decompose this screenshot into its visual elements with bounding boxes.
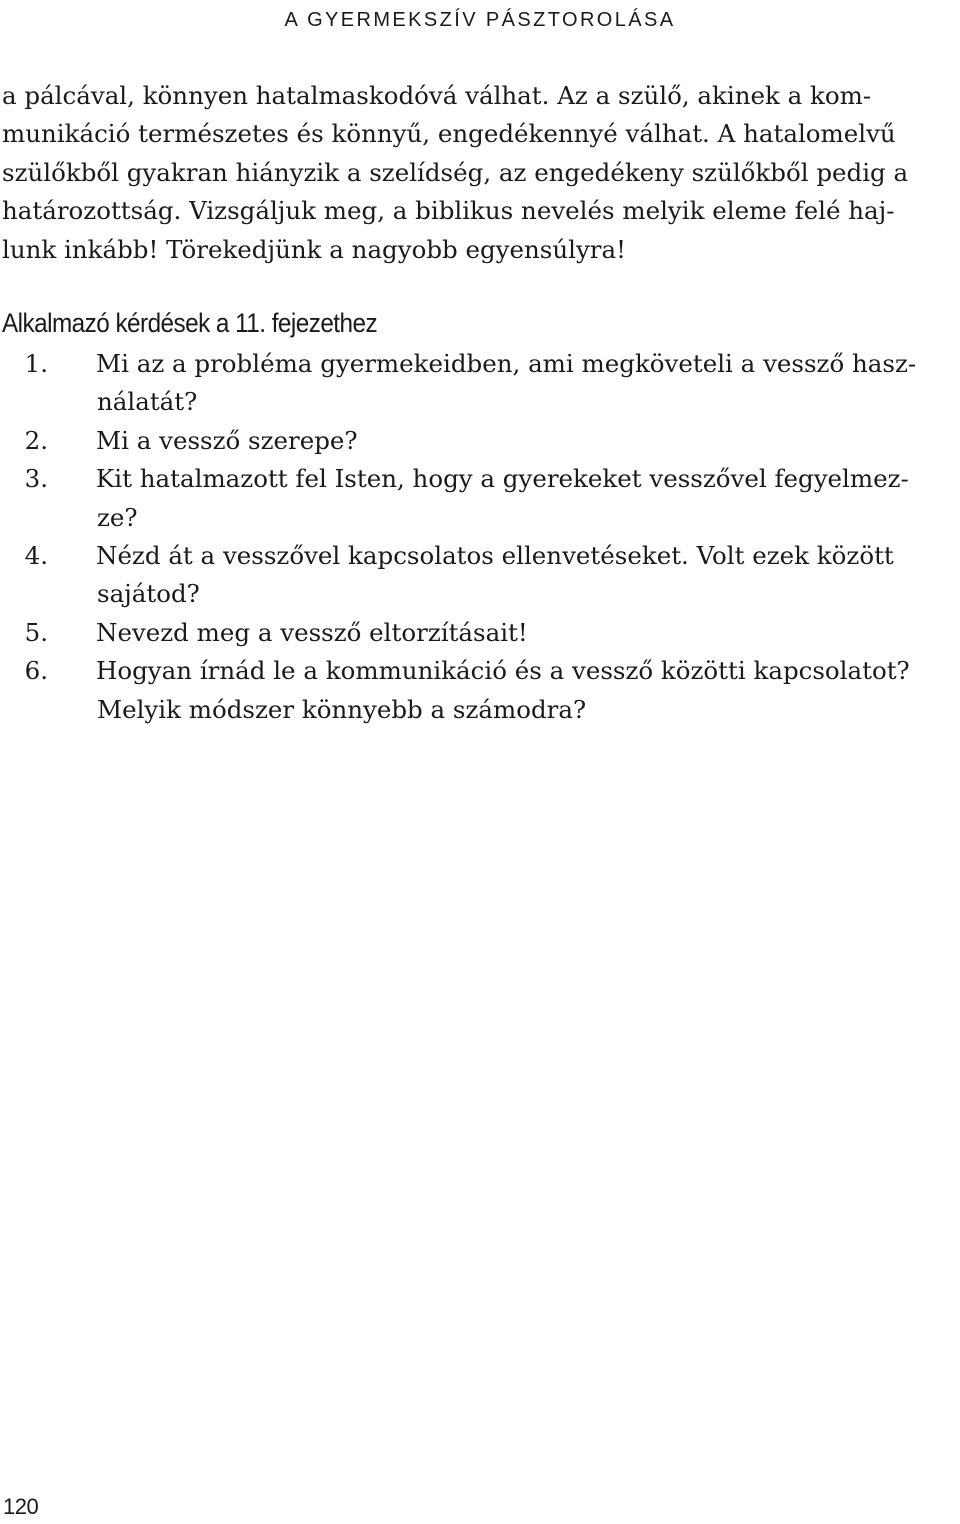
question-number: 3. — [24, 464, 48, 494]
body-paragraph — [2, 77, 956, 269]
paragraph-line: határozottság. Vizsgáljuk meg, a biblikus nevelés melyik eleme felé haj- — [2, 196, 895, 226]
question-list — [2, 345, 956, 729]
question-text-continued: ze? — [97, 502, 138, 532]
question-text: Hogyan írnád le a kommunikáció és a vessző közötti kapcsolatot? — [96, 656, 910, 686]
question-item — [2, 652, 956, 729]
page-number: 120 — [3, 1494, 39, 1519]
question-text: Kit hatalmazott fel Isten, hogy a gyerekeket vesszővel fegyelmez- — [96, 464, 909, 494]
question-text: Mi a vessző szerepe? — [96, 425, 358, 455]
question-text-continued: nálatát? — [97, 387, 198, 417]
paragraph-line: a pálcával, könnyen hatalmaskodóvá válhat. Az a szülő, akinek a kom- — [2, 81, 872, 110]
running-head: A GYERMEKSZÍV PÁSZTOROLÁSA — [284, 9, 676, 31]
section-heading: Alkalmazó kérdések a 11. fejezethez — [2, 308, 378, 338]
question-text-continued: sajátod? — [97, 579, 200, 609]
question-number: 4. — [24, 540, 48, 570]
paragraph-line: munikáció természetes és könnyű, engedékennyé válhat. A hatalomelvű — [2, 119, 896, 149]
paragraph-line: lunk inkább! Törekedjünk a nagyobb egyensúlyra! — [2, 234, 626, 264]
question-number: 1. — [24, 349, 48, 378]
paragraph-line: szülőkből gyakran hiányzik a szelídség, az engedékeny szülőkből pedig a — [2, 157, 909, 187]
question-item — [2, 537, 956, 614]
question-text: Mi az a probléma gyermekeidben, ami megköveteli a vessző hasz- — [96, 349, 917, 378]
question-item — [2, 614, 956, 652]
question-text: Nézd át a vesszővel kapcsolatos ellenvetéseket. Volt ezek között — [96, 540, 894, 570]
question-item — [2, 460, 956, 537]
question-item — [2, 422, 956, 460]
question-number: 2. — [24, 425, 48, 455]
question-number: 5. — [24, 617, 48, 647]
question-item — [2, 345, 956, 422]
question-text: Nevezd meg a vessző eltorzításait! — [96, 617, 528, 647]
question-text-continued: Melyik módszer könnyebb a számodra? — [97, 694, 587, 724]
question-number: 6. — [24, 656, 48, 686]
